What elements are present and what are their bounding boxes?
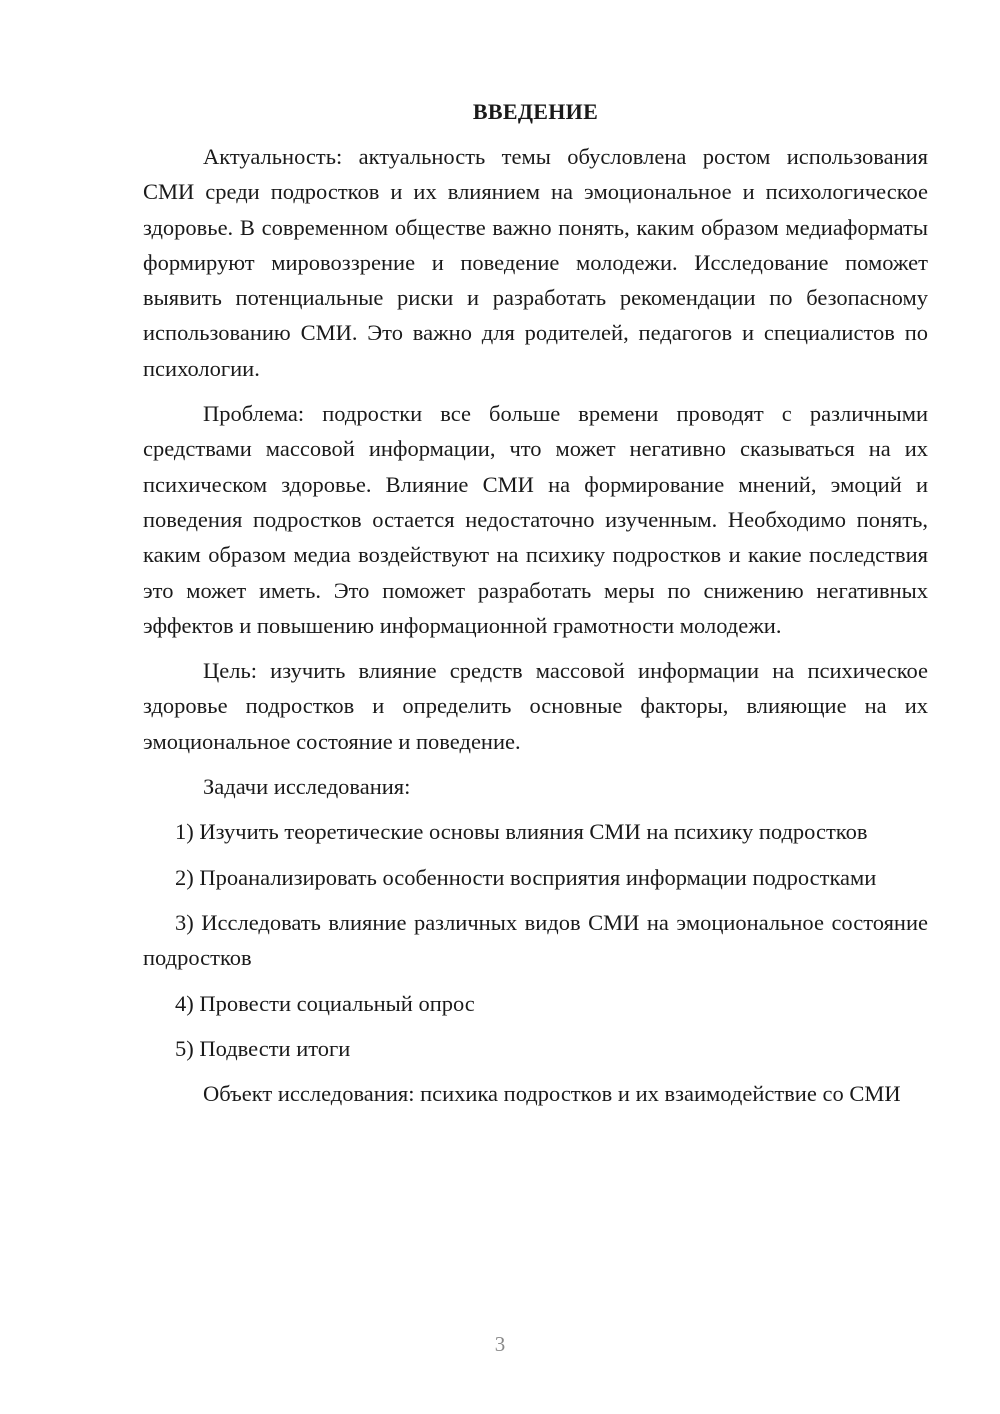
list-item: 4) Провести социальный опрос [175, 990, 475, 1016]
goal-paragraph: Цель: изучить влияние средств массовой информации на психическое здоровье подростков и определить основные факторы, влияющие на их эмоциональное состояние и поведение. [143, 658, 928, 754]
tasks-heading: Задачи исследования: [203, 774, 411, 800]
object-paragraph: Объект исследования: психика подростков и их взаимодействие со СМИ [203, 1081, 901, 1107]
list-item: 3) Исследовать влияние различных видов СМИ на эмоциональное состояние подростков [143, 909, 928, 971]
document-page [143, 94, 928, 1111]
list-item: 1) Изучить теоретические основы влияния СМИ на психику подростков [175, 819, 868, 845]
tasks-list [143, 814, 928, 1066]
page-title: ВВЕДЕНИЕ [472, 99, 599, 124]
list-item: 5) Подвести итоги [175, 1035, 351, 1061]
list-item: 2) Проанализировать особенности восприятия информации подростками [175, 864, 877, 890]
problem-paragraph: Проблема: подростки все больше времени проводят с различными средствами массовой информации, что может негативно сказываться на их психическом здоровье. Влияние СМИ на формирование мнений, эмоций и поведения подростков остается недостаточно изученным. Необходимо понять, каким образом медиа воздействуют на психику подростков и какие последствия это может иметь. Это поможет разработать меры по снижению негативных эффектов и повышению информационной грамотности молодежи. [143, 401, 928, 638]
relevance-paragraph: Актуальность: актуальность темы обусловлена ростом использования СМИ среди подростков и их влиянием на эмоциональное и психологическое здоровье. В современном обществе важно понять, каким образом медиаформаты формируют мировоззрение и поведение молодежи. Исследование поможет выявить потенциальные риски и разработать рекомендации по безопасному использованию СМИ. Это важно для родителей, педагогов и специалистов по психологии. [143, 144, 928, 381]
page-number: 3 [494, 1332, 506, 1356]
